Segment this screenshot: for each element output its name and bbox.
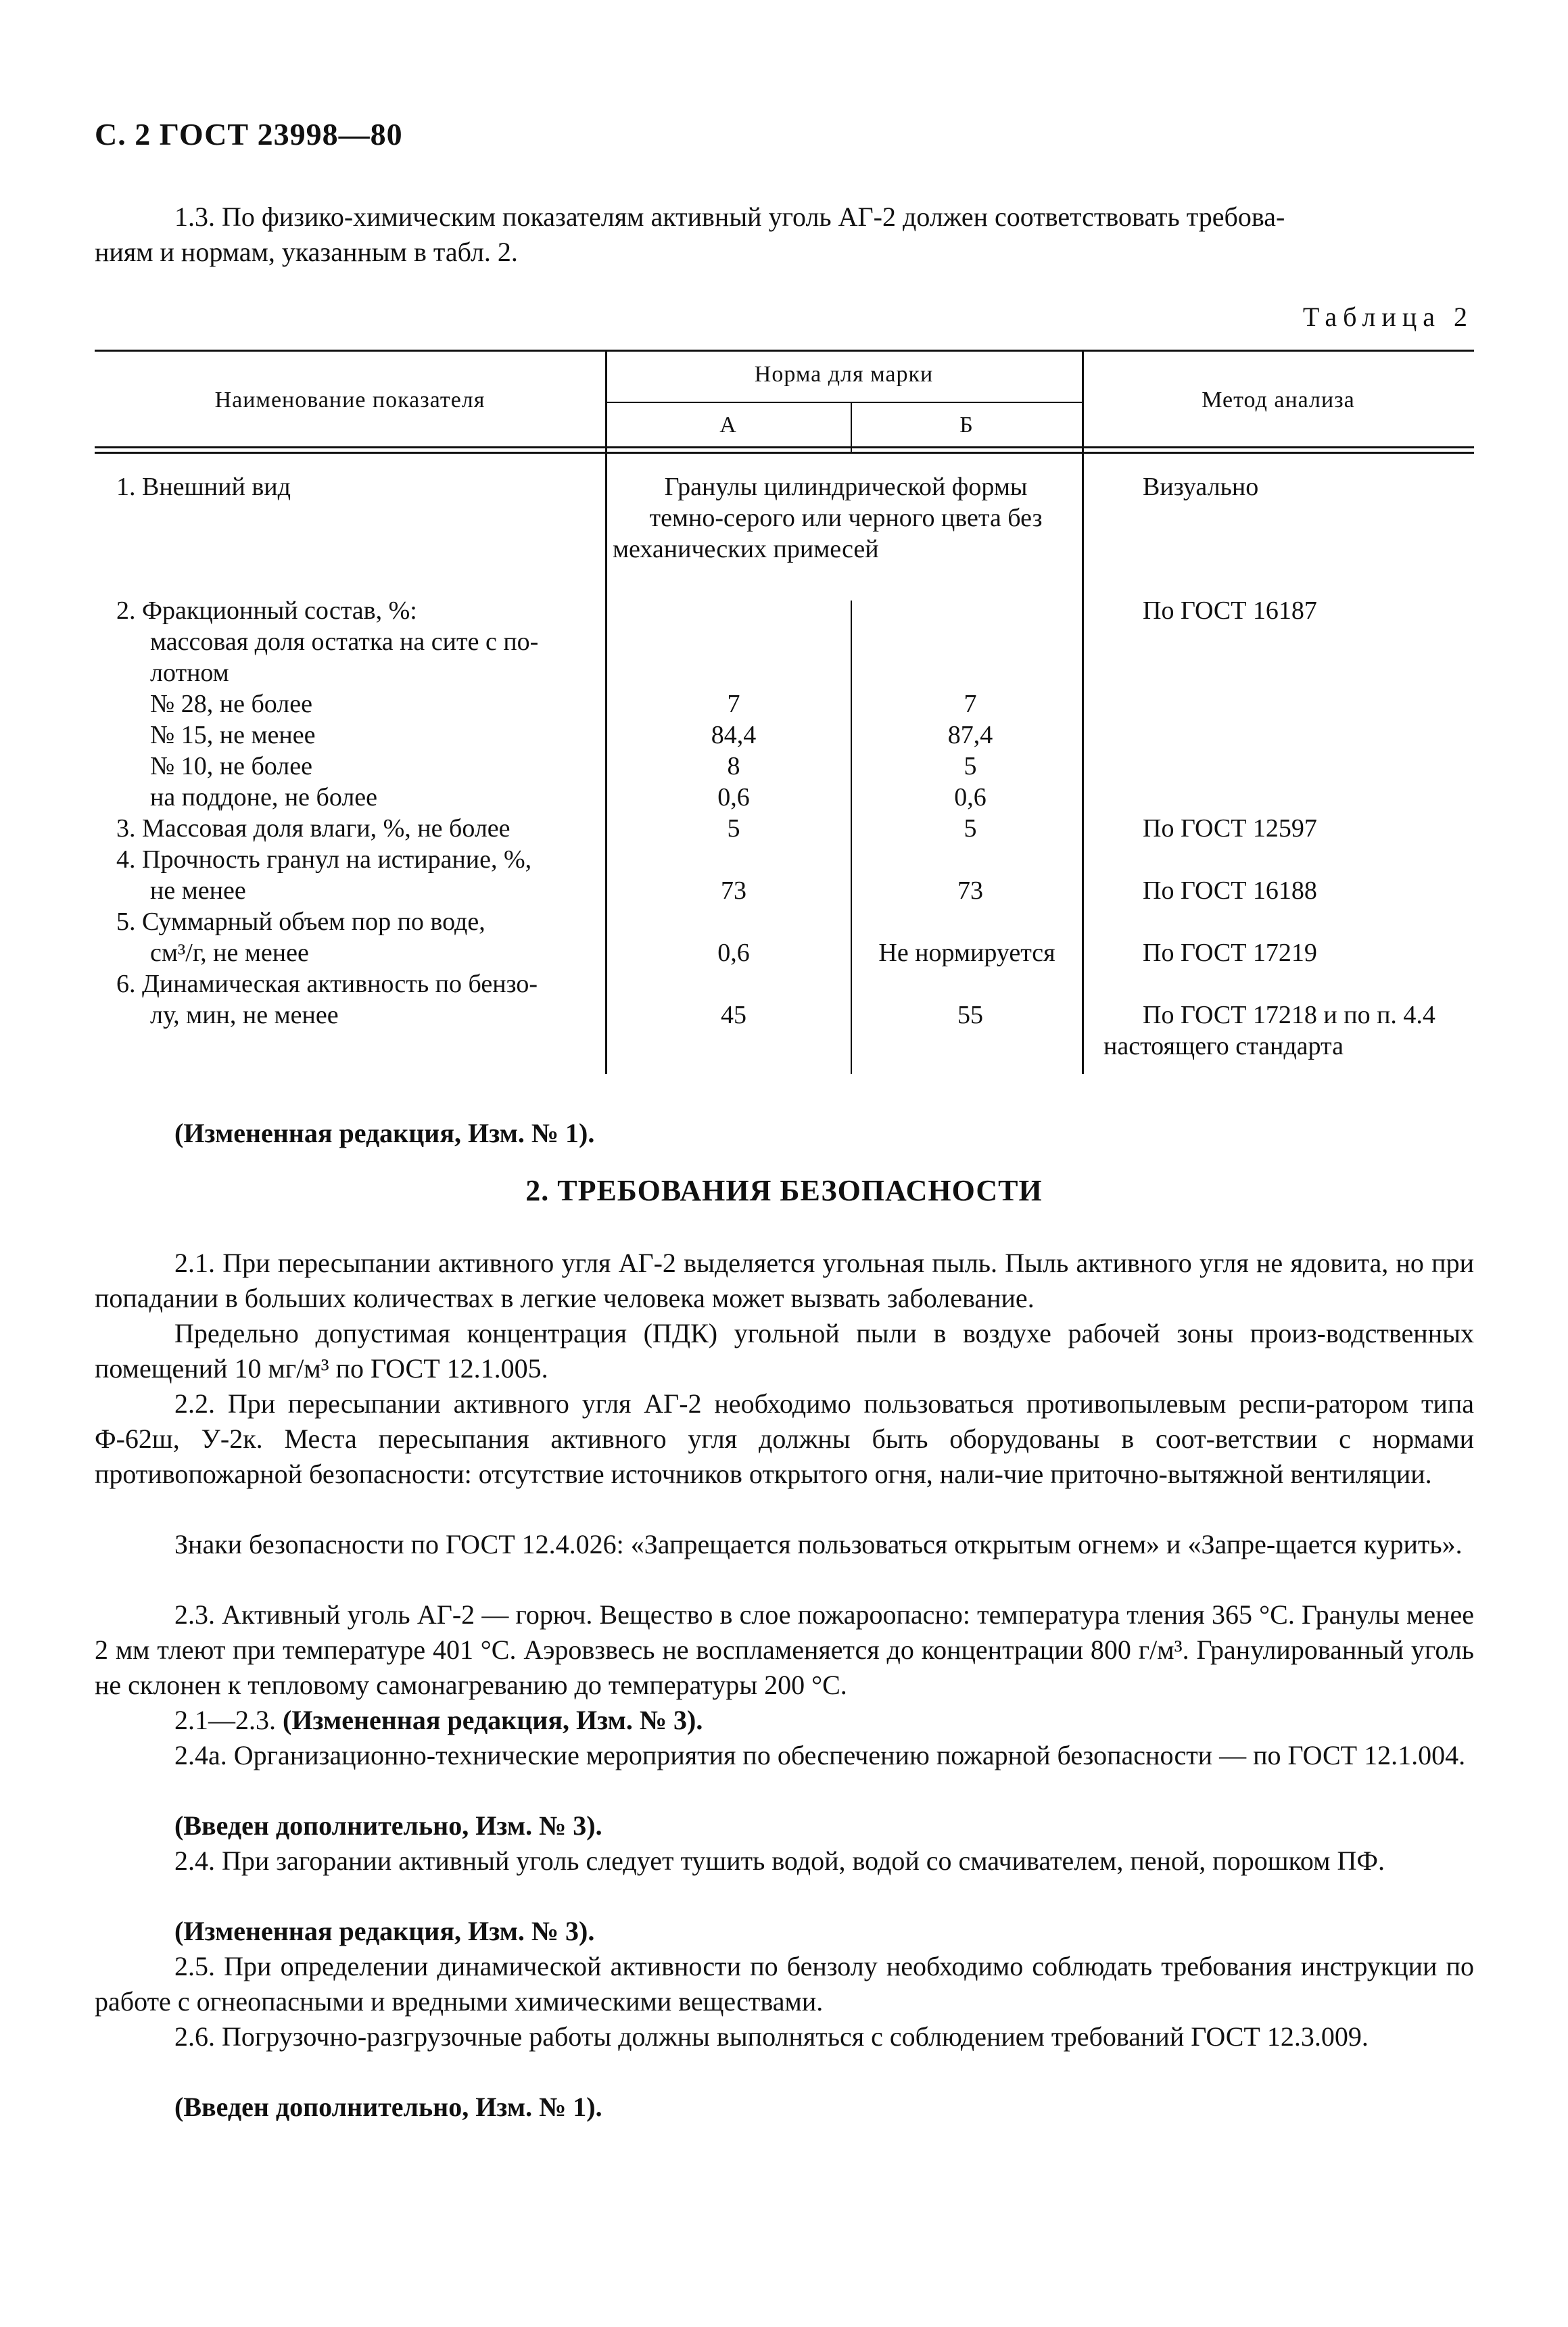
row6-a: 45 xyxy=(721,1001,746,1029)
row2-name-line-3: лотном xyxy=(150,659,229,687)
row2b-a: 84,4 xyxy=(711,721,757,749)
para-2-1: 2.1. При пересыпании активного угля АГ-2 выделяется угольная пыль. Пыль активного угля не ядовита, но при попадании в больших количествах в легкие человека может вызвать заболевание. xyxy=(95,1248,1474,1313)
row5-name-line-1: 5. Суммарный объем пор по воде, xyxy=(116,908,485,936)
para-2-5: 2.5. При определении динамической активности по бензолу необходимо соблюдать требования инструкции по работе с огнеопасными и вредными химическими веществами. xyxy=(95,1951,1474,2017)
row4-method: По ГОСТ 16188 xyxy=(1143,876,1317,905)
row1-method: Визуально xyxy=(1143,473,1259,501)
row1-name: 1. Внешний вид xyxy=(116,473,291,501)
row2a-b: 7 xyxy=(964,690,977,718)
row1-norm-line-2: темно-серого или черного цвета без xyxy=(649,504,1043,532)
para-2-4a: 2.4а. Организационно-технические мероприятия по обеспечению пожарной безопасности — по ГОСТ 12.1.004. xyxy=(174,1740,1466,1770)
row4-b: 73 xyxy=(957,876,983,905)
table-caption: Таблица 2 xyxy=(1302,302,1473,332)
row5-method: По ГОСТ 17219 xyxy=(1143,939,1317,967)
row5-a: 0,6 xyxy=(717,939,750,967)
table-top-rule xyxy=(95,350,1474,352)
amend-text: (Измененная редакция, Изм. № 3). xyxy=(283,1705,703,1735)
amendment-note-3: (Измененная редакция, Изм. № 3). xyxy=(174,1916,595,1946)
row2c-b: 5 xyxy=(964,752,977,780)
para-2-1-2-3-amend xyxy=(95,1703,1474,1738)
col-header-norm: Норма для марки xyxy=(754,362,934,387)
table-vline-2 xyxy=(1082,452,1084,1074)
para-2-3: 2.3. Активный уголь АГ-2 — горюч. Вещество в слое пожароопасно: температура тления 365 °С. Гранулы менее 2 мм тлеют при температуре 401 °С. Аэровзвесь не воспламеняется до концентрации 800 г/м³. Гранулированный уголь не склонен к тепловому самонагреванию до температуры 200 °С. xyxy=(95,1599,1474,1700)
intro-line-1: 1.3. По физико-химическим показателям активный уголь АГ-2 должен соответствовать требова- xyxy=(174,202,1285,232)
row4-name-line-1: 4. Прочность гранул на истирание, %, xyxy=(116,845,532,874)
row2b-name: № 15, не менее xyxy=(150,721,316,749)
row6-name-line-1: 6. Динамическая активность по бензо- xyxy=(116,970,538,998)
row3-b: 5 xyxy=(964,814,977,843)
table-vline-ab xyxy=(851,601,852,1074)
row2d-a: 0,6 xyxy=(717,783,750,812)
col-header-method: Метод анализа xyxy=(1202,387,1355,413)
row2a-a: 7 xyxy=(727,690,740,718)
para-signs: Знаки безопасности по ГОСТ 12.4.026: «Запрещается пользоваться открытым огнем» и «Запре-щается курить». xyxy=(174,1529,1463,1559)
row6-b: 55 xyxy=(957,1001,983,1029)
para-2-6: 2.6. Погрузочно-разгрузочные работы должны выполняться с соблюдением требований ГОСТ 12.3.009. xyxy=(174,2021,1369,2052)
row2d-name: на поддоне, не более xyxy=(150,783,378,812)
amend-ref: 2.1—2.3. xyxy=(174,1705,276,1735)
row1-norm-line-3: механических примесей xyxy=(613,535,879,563)
row2c-a: 8 xyxy=(727,752,740,780)
row2-name-line-1: 2. Фракционный состав, %: xyxy=(116,596,417,625)
row2d-b: 0,6 xyxy=(954,783,987,812)
row1-norm-line-1: Гранулы цилиндрической формы xyxy=(664,473,1028,501)
table-header-rule-1 xyxy=(95,446,1474,448)
col-header-b: Б xyxy=(959,413,974,438)
page-header: С. 2 ГОСТ 23998—80 xyxy=(95,117,403,151)
row3-name: 3. Массовая доля влаги, %, не более xyxy=(116,814,510,843)
intro-line-2: ниям и нормам, указанным в табл. 2. xyxy=(95,237,518,267)
table-vline-1 xyxy=(605,452,607,1074)
row3-method: По ГОСТ 12597 xyxy=(1143,814,1317,843)
row3-a: 5 xyxy=(727,814,740,843)
row5-b: Не нормируется xyxy=(878,939,1055,967)
row2c-name: № 10, не более xyxy=(150,752,312,780)
col-header-name: Наименование показателя xyxy=(214,387,485,413)
section-title: 2. ТРЕБОВАНИЯ БЕЗОПАСНОСТИ xyxy=(525,1174,1043,1207)
row4-a: 73 xyxy=(721,876,746,905)
para-2-4: 2.4. При загорании активный уголь следует тушить водой, водой со смачивателем, пеной, порошком ПФ. xyxy=(174,1846,1385,1876)
row4-name-line-2: не менее xyxy=(150,876,246,905)
row6-method-line-2: настоящего стандарта xyxy=(1103,1032,1344,1060)
table-header-rule-2 xyxy=(95,452,1474,454)
para-pdk: Предельно допустимая концентрация (ПДК) угольной пыли в воздухе рабочей зоны произ-водственных помещений 10 мг/м³ по ГОСТ 12.1.005. xyxy=(95,1318,1474,1384)
row5-name-line-2: см³/г, не менее xyxy=(150,939,309,967)
para-2-2: 2.2. При пересыпании активного угля АГ-2 необходимо пользоваться противопылевым респи-ратором типа Ф-62ш, У-2к. Места пересыпания активного угля должны быть оборудованы в соот-ветствии с нормами противопожарной безопасности: отсутствие источников открытого огня, нали-чие приточно-вытяжной вентиляции. xyxy=(95,1388,1474,1489)
amendment-note-1: (Измененная редакция, Изм. № 1). xyxy=(174,1118,595,1148)
added-note-3: (Введен дополнительно, Изм. № 3). xyxy=(174,1810,602,1841)
row2a-name: № 28, не более xyxy=(150,690,312,718)
row2-method: По ГОСТ 16187 xyxy=(1143,596,1317,625)
added-note-1: (Введен дополнительно, Изм. № 1). xyxy=(174,2092,602,2122)
row2b-b: 87,4 xyxy=(947,721,993,749)
row6-method-line-1: По ГОСТ 17218 и по п. 4.4 xyxy=(1143,1001,1435,1029)
row6-name-line-2: лу, мин, не менее xyxy=(150,1001,339,1029)
col-header-a: А xyxy=(719,413,737,438)
table-subheader-rule xyxy=(606,402,1082,403)
row2-name-line-2: массовая доля остатка на сите с по- xyxy=(150,628,539,656)
